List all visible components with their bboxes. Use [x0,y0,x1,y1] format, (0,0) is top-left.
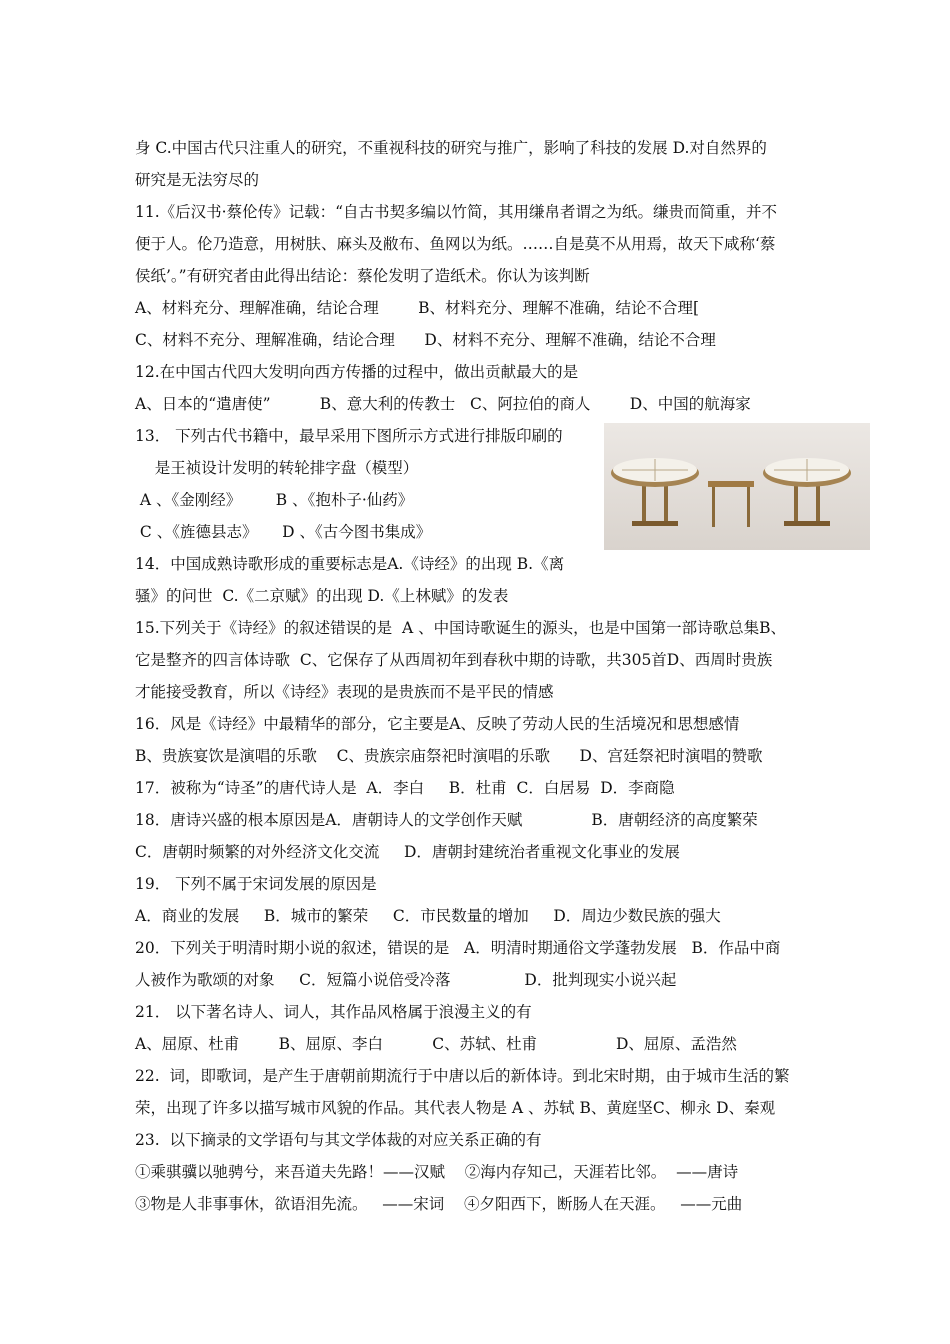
text-line: 是王祯设计发明的转轮排字盘（模型） [135,459,419,477]
text-line: 身 C.中国古代只注重人的研究，不重视科技的研究与推广，影响了科技的发展 D.对自然界的 [135,139,767,157]
text-line: 便于人。伦乃造意，用树肤、麻头及敝布、鱼网以为纸。……自是莫不从用焉，故天下咸称‘蔡 [135,235,776,253]
text-line: ③物是人非事事休，欲语泪先流。 ——宋词 ④夕阳西下，断肠人在天涯。 ——元曲 [135,1195,743,1213]
question-14: 14．中国成熟诗歌形成的重要标志是A.《诗经》的出现 B.《离 [135,555,565,573]
question-17: 17．被称为“诗圣”的唐代诗人是 A．李白 B．杜甫 C．白居易 D．李商隐 [135,779,675,797]
question-21: 21． 以下著名诗人、词人，其作品风格属于浪漫主义的有 [135,1003,532,1021]
text-line: 研究是无法穷尽的 [135,171,260,189]
question-23: 23. 以下摘录的文学语句与其文学体裁的对应关系正确的有 [135,1131,542,1149]
text-line: 侯纸’。”有研究者由此得出结论：蔡伦发明了造纸术。你认为该判断 [135,267,590,285]
question-12: 12.在中国古代四大发明向西方传播的过程中，做出贡献最大的是 [135,363,579,381]
options-line: B、贵族宴饮是演唱的乐歌 C、贵族宗庙祭祀时演唱的乐歌 D、宫廷祭祀时演唱的赞歌 [135,747,763,765]
options-line: A 、《金刚经》 B 、《抱朴子·仙药》 [135,491,414,509]
question-15: 15.下列关于《诗经》的叙述错误的是 A 、中国诗歌诞生的源头，也是中国第一部诗歌总集B、 [135,619,787,637]
options-line: A、屈原、杜甫 B、屈原、李白 C、苏轼、杜甫 D、屈原、孟浩然 [135,1035,737,1053]
options-line: C 、《旌德县志》 D 、《古今图书集成》 [135,523,432,541]
text-line: 人被作为歌颂的对象 C．短篇小说倍受冷落 D．批判现实小说兴起 [135,971,677,989]
text-line: 骚》的问世 C.《二京赋》的出现 D.《上林赋》的发表 [135,587,509,605]
question-11: 11.《后汉书·蔡伦传》记载：“自古书契多编以竹简，其用缣帛者谓之为纸。缣贵而简重，并不 [135,203,778,221]
text-line: ①乘骐骥以驰骋兮，来吾道夫先路！——汉赋 ②海内存知己，天涯若比邻。 ——唐诗 [135,1163,739,1181]
question-16: 16．风是《诗经》中最精华的部分，它主要是A、反映了劳动人民的生活境况和思想感情 [135,715,740,733]
question-18: 18．唐诗兴盛的根本原因是A．唐朝诗人的文学创作天赋 B．唐朝经济的高度繁荣 [135,811,758,829]
options-line: A、日本的“遣唐使” B、意大利的传教士 C、阿拉伯的商人 D、中国的航海家 [135,395,751,413]
text-line: 它是整齐的四言体诗歌 C、它保存了从西周初年到春秋中期的诗歌，共305首D、西周时贵族 [135,651,773,669]
question-19: 19． 下列不属于宋词发展的原因是 [135,875,377,893]
options-line: C．唐朝时频繁的对外经济文化交流 D．唐朝封建统治者重视文化事业的发展 [135,843,680,861]
text-line: 才能接受教育，所以《诗经》表现的是贵族而不是平民的情感 [135,683,554,701]
question-13: 13． 下列古代书籍中，最早采用下图所示方式进行排版印刷的 [135,427,563,445]
options-line: C、材料不充分、理解准确，结论合理 D、材料不充分、理解不准确，结论不合理 [135,331,716,349]
rotating-type-tray-image [604,423,870,550]
rotating-type-tray-icon [604,423,870,550]
text-line: 荣，出现了许多以描写城市风貌的作品。其代表人物是 A 、苏轼 B、黄庭坚C、柳永 D、秦观 [135,1099,776,1117]
options-line: A、材料充分、理解准确，结论合理 B、材料充分、理解不准确，结论不合理[ [135,299,700,317]
options-line: A．商业的发展 B．城市的繁荣 C．市民数量的增加 D．周边少数民族的强大 [135,907,721,925]
question-20: 20．下列关于明清时期小说的叙述，错误的是 A．明清时期通俗文学蓬勃发展 B．作品中商 [135,939,781,957]
question-22: 22. 词，即歌词，是产生于唐朝前期流行于中唐以后的新体诗。到北宋时期，由于城市生活的繁 [135,1067,790,1085]
